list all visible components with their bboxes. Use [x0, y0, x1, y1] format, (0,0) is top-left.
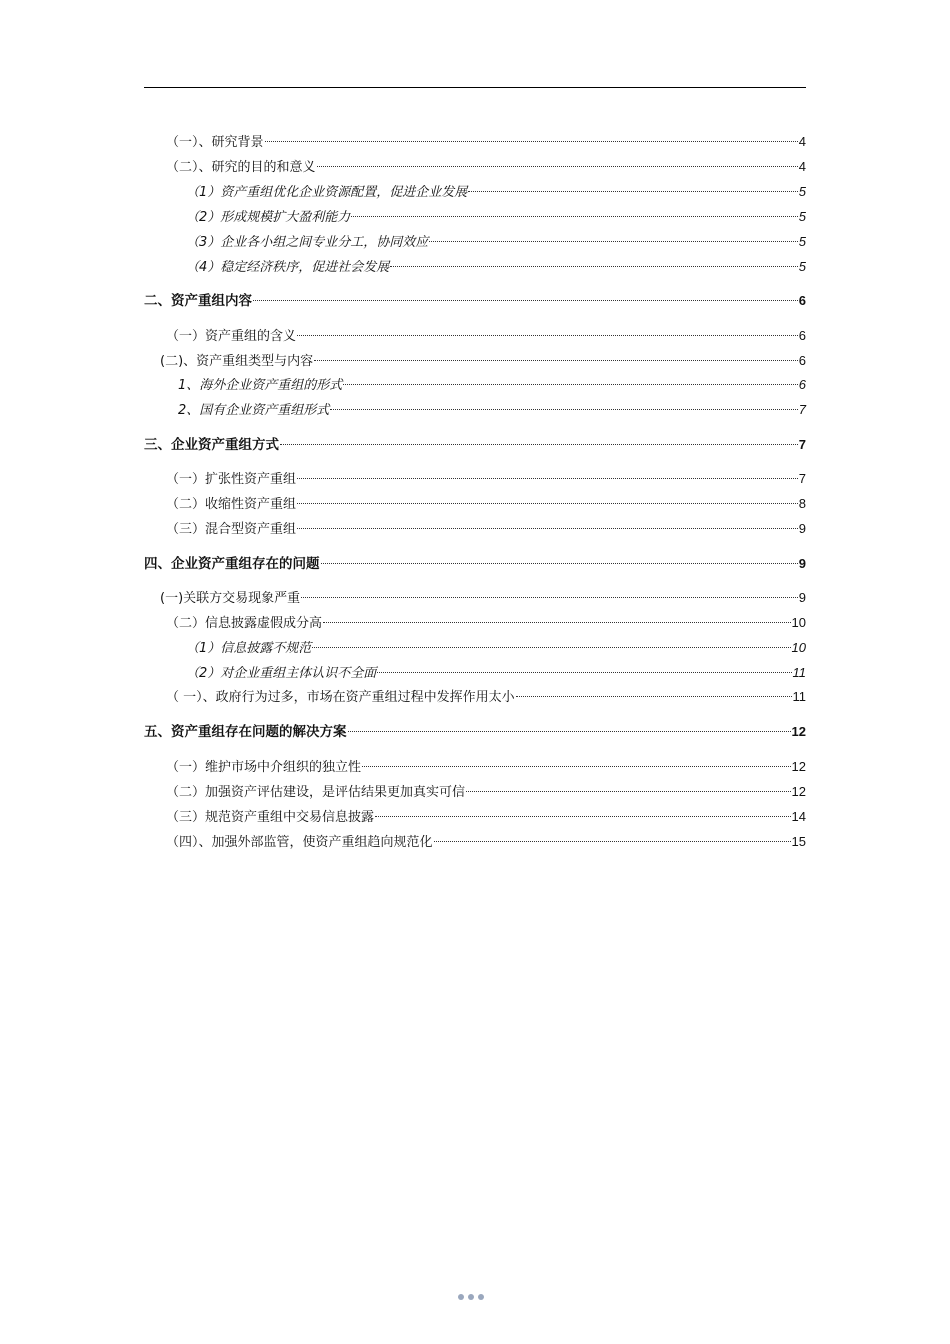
- toc-entry[interactable]: [166, 322, 806, 344]
- toc-entry-text: （三）混合型资产重组: [166, 522, 297, 537]
- dot-leader: [297, 322, 798, 340]
- toc-page-number: 5: [798, 234, 806, 249]
- toc-page-number: 9: [798, 521, 806, 536]
- toc-entry[interactable]: [160, 347, 806, 369]
- toc-page-number: 12: [791, 759, 806, 774]
- toc-page-number: 8: [798, 496, 806, 511]
- dot-leader: [468, 178, 797, 196]
- toc-entry[interactable]: [186, 178, 806, 200]
- dot-leader: [434, 828, 791, 846]
- dot-leader: [297, 515, 798, 533]
- toc-entry[interactable]: [160, 584, 806, 606]
- toc-entry-text: （一）扩张性资产重组: [166, 472, 297, 487]
- toc-page-number: 5: [798, 184, 806, 199]
- toc-entry[interactable]: [166, 515, 806, 537]
- toc-entry[interactable]: [186, 253, 806, 275]
- dot-leader: [362, 753, 791, 771]
- dot-leader: [321, 550, 798, 568]
- dot-leader: [516, 683, 792, 701]
- toc-page-number: 11: [792, 689, 806, 704]
- dot-leader: [297, 490, 798, 508]
- toc-page-number: 11: [792, 665, 806, 680]
- toc-chapter-entry[interactable]: [144, 287, 806, 309]
- toc-page-number: 5: [798, 259, 806, 274]
- toc-page-number: 5: [798, 209, 806, 224]
- toc-entry-text: （1）信息披露不规范: [186, 641, 312, 656]
- toc-page-number: 15: [791, 834, 806, 849]
- dot-leader: [253, 287, 798, 305]
- toc-entry-text: 二、资产重组内容: [144, 293, 252, 309]
- toc-entry-text: 1、海外企业资产重组的形式: [178, 378, 343, 393]
- dot-leader: [377, 659, 791, 677]
- toc-entry-text: （四）、加强外部监管，使资产重组趋向规范化: [166, 835, 433, 850]
- ellipsis-dot-icon: [458, 1294, 464, 1300]
- toc-entry-text: （二）、研究的目的和意义: [166, 160, 316, 175]
- toc-entry[interactable]: [178, 396, 806, 418]
- dot-leader: [312, 634, 790, 652]
- dot-leader: [330, 396, 797, 414]
- toc-page-number: 4: [798, 159, 806, 174]
- toc-entry[interactable]: [166, 803, 806, 825]
- dot-leader: [375, 803, 791, 821]
- toc-chapter-entry[interactable]: [144, 550, 806, 572]
- ellipsis-dot-icon: [478, 1294, 484, 1300]
- toc-entry[interactable]: [186, 659, 806, 681]
- dot-leader: [343, 371, 797, 389]
- more-pages-indicator[interactable]: [458, 1294, 484, 1300]
- toc-entry[interactable]: [166, 465, 806, 487]
- toc-entry-text: (一)关联方交易现象严重: [160, 591, 301, 606]
- toc-page-number: 7: [798, 437, 806, 452]
- toc-page-number: 6: [798, 293, 806, 308]
- toc-entry[interactable]: [166, 778, 806, 800]
- toc-entry-text: （二）收缩性资产重组: [166, 497, 297, 512]
- toc-entry[interactable]: [186, 203, 806, 225]
- dot-leader: [297, 465, 798, 483]
- toc-entry-text: （一）资产重组的含义: [166, 329, 297, 344]
- ellipsis-dot-icon: [468, 1294, 474, 1300]
- dot-leader: [280, 431, 798, 449]
- toc-entry-text: （一）维护市场中介组织的独立性: [166, 760, 362, 775]
- toc-page-number: 12: [791, 784, 806, 799]
- dot-leader: [301, 584, 798, 602]
- toc-entry-text: （ 一）、政府行为过多，市场在资产重组过程中发挥作用太小: [166, 690, 515, 705]
- toc-page-number: 9: [798, 590, 806, 605]
- toc-entry-text: （三）规范资产重组中交易信息披露: [166, 810, 375, 825]
- toc-entry[interactable]: [166, 753, 806, 775]
- dot-leader: [317, 153, 798, 171]
- toc-page-number: 10: [791, 640, 806, 655]
- toc-entry-text: （二）加强资产评估建设，是评估结果更加真实可信: [166, 785, 466, 800]
- toc-chapter-entry[interactable]: [144, 431, 806, 453]
- toc-entry-text: 四、企业资产重组存在的问题: [144, 556, 320, 572]
- toc-entry-text: 五、资产重组存在问题的解决方案: [144, 724, 347, 740]
- toc-entry[interactable]: [166, 609, 806, 631]
- toc-page-number: 10: [791, 615, 806, 630]
- dot-leader: [314, 347, 798, 365]
- dot-leader: [429, 228, 797, 246]
- toc-entry-text: (二)、资产重组类型与内容: [160, 354, 314, 369]
- toc-entry[interactable]: [166, 128, 806, 150]
- dot-leader: [351, 203, 797, 221]
- toc-entry[interactable]: [166, 828, 806, 850]
- toc-page-number: 6: [798, 377, 806, 392]
- toc-entry[interactable]: [178, 371, 806, 393]
- dot-leader: [466, 778, 791, 796]
- toc-entry[interactable]: [166, 683, 806, 705]
- toc-entry[interactable]: [186, 228, 806, 250]
- dot-leader: [348, 718, 791, 736]
- toc-page-number: 7: [798, 471, 806, 486]
- toc-entry-text: 三、企业资产重组方式: [144, 437, 279, 453]
- toc-entry-text: （2）形成规模扩大盈利能力: [186, 210, 351, 225]
- toc-chapter-entry[interactable]: [144, 718, 806, 740]
- toc-page-number: 14: [791, 809, 806, 824]
- toc-entry-text: （1）资产重组优化企业资源配置，促进企业发展: [186, 185, 468, 200]
- toc-page-number: 9: [798, 556, 806, 571]
- dot-leader: [265, 128, 798, 146]
- toc-entry-text: （4）稳定经济秩序，促进社会发展: [186, 260, 390, 275]
- dot-leader: [323, 609, 791, 627]
- toc-entry-text: （一）、研究背景: [166, 135, 264, 150]
- toc-page-number: 7: [798, 402, 806, 417]
- header-rule: [144, 87, 806, 88]
- toc-page-number: 4: [798, 134, 806, 149]
- toc-entry-text: 2、国有企业资产重组形式: [178, 403, 330, 418]
- toc-entry-text: （二）信息披露虚假成分高: [166, 616, 323, 631]
- toc-page-number: 6: [798, 353, 806, 368]
- dot-leader: [390, 253, 797, 271]
- toc-page-number: 6: [798, 328, 806, 343]
- toc-entry[interactable]: [166, 490, 806, 512]
- toc-entry-text: （2）对企业重组主体认识不全面: [186, 666, 377, 681]
- toc-entry-text: （3）企业各小组之间专业分工，协同效应: [186, 235, 429, 250]
- toc-page-number: 12: [791, 724, 806, 739]
- toc-entry[interactable]: [166, 153, 806, 175]
- toc-entry[interactable]: [186, 634, 806, 656]
